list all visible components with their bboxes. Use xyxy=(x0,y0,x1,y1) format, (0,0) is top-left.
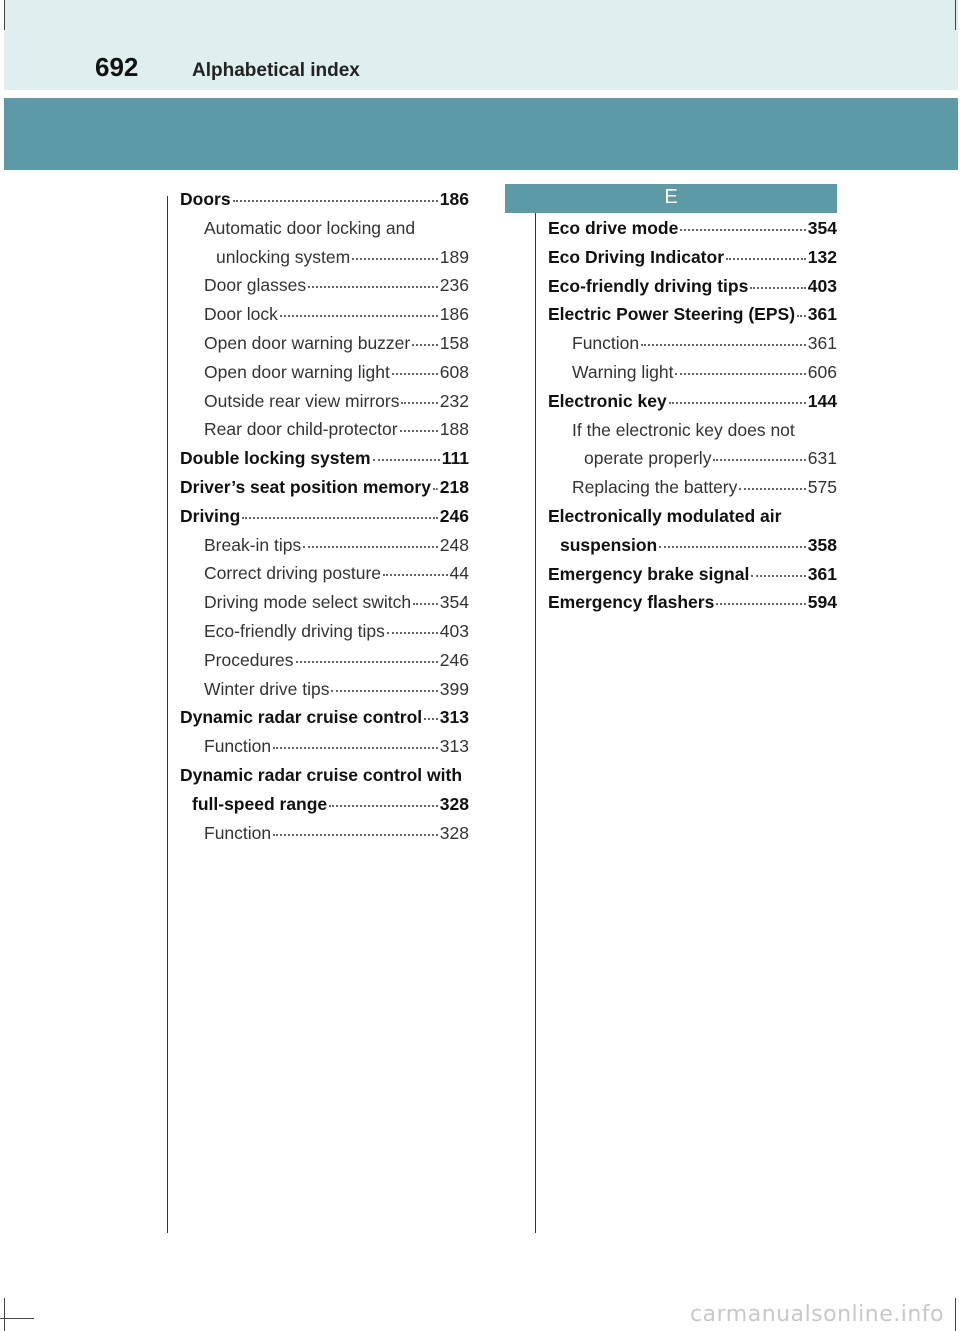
index-entry xyxy=(180,559,469,588)
index-entry xyxy=(180,819,469,848)
index-entry-label: Double locking system xyxy=(180,448,371,469)
index-entry xyxy=(180,732,469,761)
leader-dots xyxy=(387,632,438,634)
index-entry-label: Doors xyxy=(180,189,231,209)
index-entry-label: Function xyxy=(204,736,272,757)
leader-dots xyxy=(273,747,438,749)
index-entry-label: Break-in tips xyxy=(204,534,302,555)
index-entry-page[interactable]: 606 xyxy=(807,361,837,382)
index-entry xyxy=(180,675,469,704)
index-entry-label: Replacing the battery xyxy=(572,477,738,498)
index-entry xyxy=(180,444,469,473)
index-entry-page[interactable]: 248 xyxy=(439,534,469,555)
index-column-left xyxy=(180,185,469,847)
letter-heading: E xyxy=(505,184,837,213)
index-entry-page[interactable]: 594 xyxy=(807,592,837,613)
index-entry xyxy=(180,531,469,560)
index-entry-label: unlocking system xyxy=(216,246,351,267)
index-entry-label: Door lock xyxy=(204,304,278,325)
header-band xyxy=(4,0,958,90)
leader-dots xyxy=(750,287,805,289)
index-entry xyxy=(548,272,837,301)
leader-dots xyxy=(739,488,805,490)
index-entry-label: Driver’s seat position memory xyxy=(180,476,431,497)
crop-mark xyxy=(4,0,5,30)
index-entry-label: Eco Driving Indicator xyxy=(548,246,724,267)
crop-mark xyxy=(955,1298,956,1331)
leader-dots xyxy=(400,430,438,432)
index-entry-label: Open door warning light xyxy=(204,361,390,382)
leader-dots xyxy=(273,834,438,836)
index-entry xyxy=(548,387,837,416)
index-entry xyxy=(180,271,469,300)
index-entry-label: Eco drive mode xyxy=(548,218,679,238)
index-entry-page[interactable]: 232 xyxy=(439,390,469,411)
index-entry xyxy=(548,531,837,560)
index-entry-page[interactable]: 399 xyxy=(439,678,469,699)
index-entry-label: Electronically modulated air xyxy=(548,505,782,526)
index-entry-page[interactable]: 186 xyxy=(439,189,469,209)
index-entry-page[interactable]: 358 xyxy=(807,534,837,555)
index-entry-label: If the electronic key does not xyxy=(572,419,795,440)
index-entry-label: Driving mode select switch xyxy=(204,592,412,613)
leader-dots xyxy=(716,603,805,605)
index-entry-page[interactable]: 608 xyxy=(439,361,469,382)
index-entry xyxy=(180,243,469,272)
index-entry-label: Open door warning buzzer xyxy=(204,332,411,353)
index-entry-label: Door glasses xyxy=(204,275,307,296)
index-entry-page[interactable]: 236 xyxy=(439,275,469,296)
leader-dots xyxy=(331,690,437,692)
index-entry xyxy=(548,502,837,531)
index-entry-page[interactable]: 158 xyxy=(439,332,469,353)
leader-dots xyxy=(680,229,805,231)
leader-dots xyxy=(373,459,440,461)
index-entry-page[interactable]: 313 xyxy=(439,707,469,728)
index-entry-label: Eco-friendly driving tips xyxy=(548,275,749,296)
index-entry-label: Correct driving posture xyxy=(204,563,382,584)
index-entry-page[interactable]: 361 xyxy=(807,304,837,325)
leader-dots xyxy=(669,402,806,404)
page-title: Alphabetical index xyxy=(192,60,360,81)
index-entry-label: Function xyxy=(204,822,272,843)
index-entry-page[interactable]: 188 xyxy=(439,419,469,440)
leader-dots xyxy=(392,373,438,375)
index-entry-page[interactable]: 246 xyxy=(439,649,469,670)
index-entry-label: Electric Power Steering (EPS) xyxy=(548,304,796,325)
index-entry-label: Winter drive tips xyxy=(204,678,330,699)
index-entry-page[interactable]: 354 xyxy=(807,218,837,238)
leader-dots xyxy=(713,459,805,461)
index-entry xyxy=(180,473,469,502)
leader-dots xyxy=(659,546,806,548)
watermark: carmanualsonline.info xyxy=(690,1302,944,1327)
index-entry-page[interactable]: 313 xyxy=(439,736,469,757)
leader-dots xyxy=(308,286,438,288)
leader-dots xyxy=(329,805,438,807)
index-entry xyxy=(180,502,469,531)
leader-dots xyxy=(797,315,806,317)
index-entry-page[interactable]: 328 xyxy=(439,822,469,843)
index-entry xyxy=(548,444,837,473)
leader-dots xyxy=(424,718,438,720)
index-entry-page[interactable]: 111 xyxy=(441,448,469,469)
index-entry xyxy=(180,415,469,444)
index-entry-page[interactable]: 246 xyxy=(439,505,469,526)
index-entry-page[interactable]: 631 xyxy=(807,448,837,469)
index-entry-label: full-speed range xyxy=(192,793,328,814)
index-entry xyxy=(548,358,837,387)
index-entry-label: Electronic key xyxy=(548,390,667,411)
index-entry-label: Emergency brake signal xyxy=(548,563,750,584)
index-entry-label: Procedures xyxy=(204,649,294,670)
index-entry xyxy=(180,761,469,790)
leader-dots xyxy=(433,488,438,490)
index-entry xyxy=(180,646,469,675)
index-entry-page[interactable]: 361 xyxy=(807,563,837,584)
index-entry xyxy=(548,243,837,272)
index-entry xyxy=(180,790,469,819)
index-entry-page[interactable]: 44 xyxy=(449,563,469,584)
index-entry xyxy=(180,185,469,214)
index-entry xyxy=(548,300,837,329)
leader-dots xyxy=(641,344,806,346)
index-entry-page[interactable]: 361 xyxy=(807,333,837,354)
index-entry xyxy=(180,617,469,646)
index-entry-page[interactable]: 354 xyxy=(439,592,469,613)
leader-dots xyxy=(352,258,438,260)
index-entry xyxy=(180,703,469,732)
index-entry xyxy=(180,214,469,243)
index-entry-label: Dynamic radar cruise control with xyxy=(180,764,463,785)
leader-dots xyxy=(280,315,438,317)
leader-dots xyxy=(233,200,438,202)
section-banner xyxy=(4,98,958,170)
index-entry xyxy=(180,358,469,387)
index-entry xyxy=(180,300,469,329)
crop-mark xyxy=(4,1298,5,1331)
leader-dots xyxy=(296,661,438,663)
index-entry xyxy=(548,560,837,589)
index-entry xyxy=(548,588,837,617)
index-entry xyxy=(180,387,469,416)
index-entry-label: Outside rear view mirrors xyxy=(204,390,400,411)
column-rule-right xyxy=(535,212,536,1233)
index-entry-page[interactable]: 186 xyxy=(439,304,469,325)
index-entry xyxy=(548,473,837,502)
leader-dots xyxy=(383,574,448,576)
leader-dots xyxy=(413,603,438,605)
column-rule-left xyxy=(167,196,168,1233)
index-entry-label: Warning light xyxy=(572,361,674,382)
index-entry xyxy=(548,416,837,445)
index-entry-page[interactable]: 403 xyxy=(807,275,837,296)
leader-dots xyxy=(242,517,438,519)
index-entry-label: Rear door child-protector xyxy=(204,419,398,440)
index-entry-label: Eco-friendly driving tips xyxy=(204,620,385,641)
index-entry xyxy=(548,214,837,243)
index-column-right xyxy=(548,214,837,617)
index-entry xyxy=(548,329,837,358)
index-entry-label: suspension xyxy=(560,534,658,555)
crop-mark xyxy=(955,0,956,30)
leader-dots xyxy=(412,344,438,346)
leader-dots xyxy=(303,546,438,548)
index-entry-page[interactable]: 403 xyxy=(439,620,469,641)
index-entry-page[interactable]: 189 xyxy=(439,246,469,267)
index-entry-label: operate properly xyxy=(584,448,712,469)
index-entry-label: Function xyxy=(572,333,640,354)
crop-mark xyxy=(0,1318,34,1319)
index-entry-label: Automatic door locking and xyxy=(204,217,416,238)
index-entry xyxy=(180,588,469,617)
index-entry-page[interactable]: 218 xyxy=(439,476,469,497)
index-entry xyxy=(180,329,469,358)
index-entry-page[interactable]: 144 xyxy=(807,390,837,411)
index-entry-label: Emergency flashers xyxy=(548,592,715,613)
leader-dots xyxy=(726,258,806,260)
index-entry-page[interactable]: 132 xyxy=(807,246,837,267)
leader-dots xyxy=(751,575,805,577)
page-number: 692 xyxy=(95,52,139,82)
index-entry-page[interactable]: 328 xyxy=(439,793,469,814)
leader-dots xyxy=(401,402,437,404)
index-entry-label: Dynamic radar cruise control xyxy=(180,707,423,728)
leader-dots xyxy=(675,373,805,375)
index-entry-label: Driving xyxy=(180,505,241,526)
index-entry-page[interactable]: 575 xyxy=(807,477,837,498)
